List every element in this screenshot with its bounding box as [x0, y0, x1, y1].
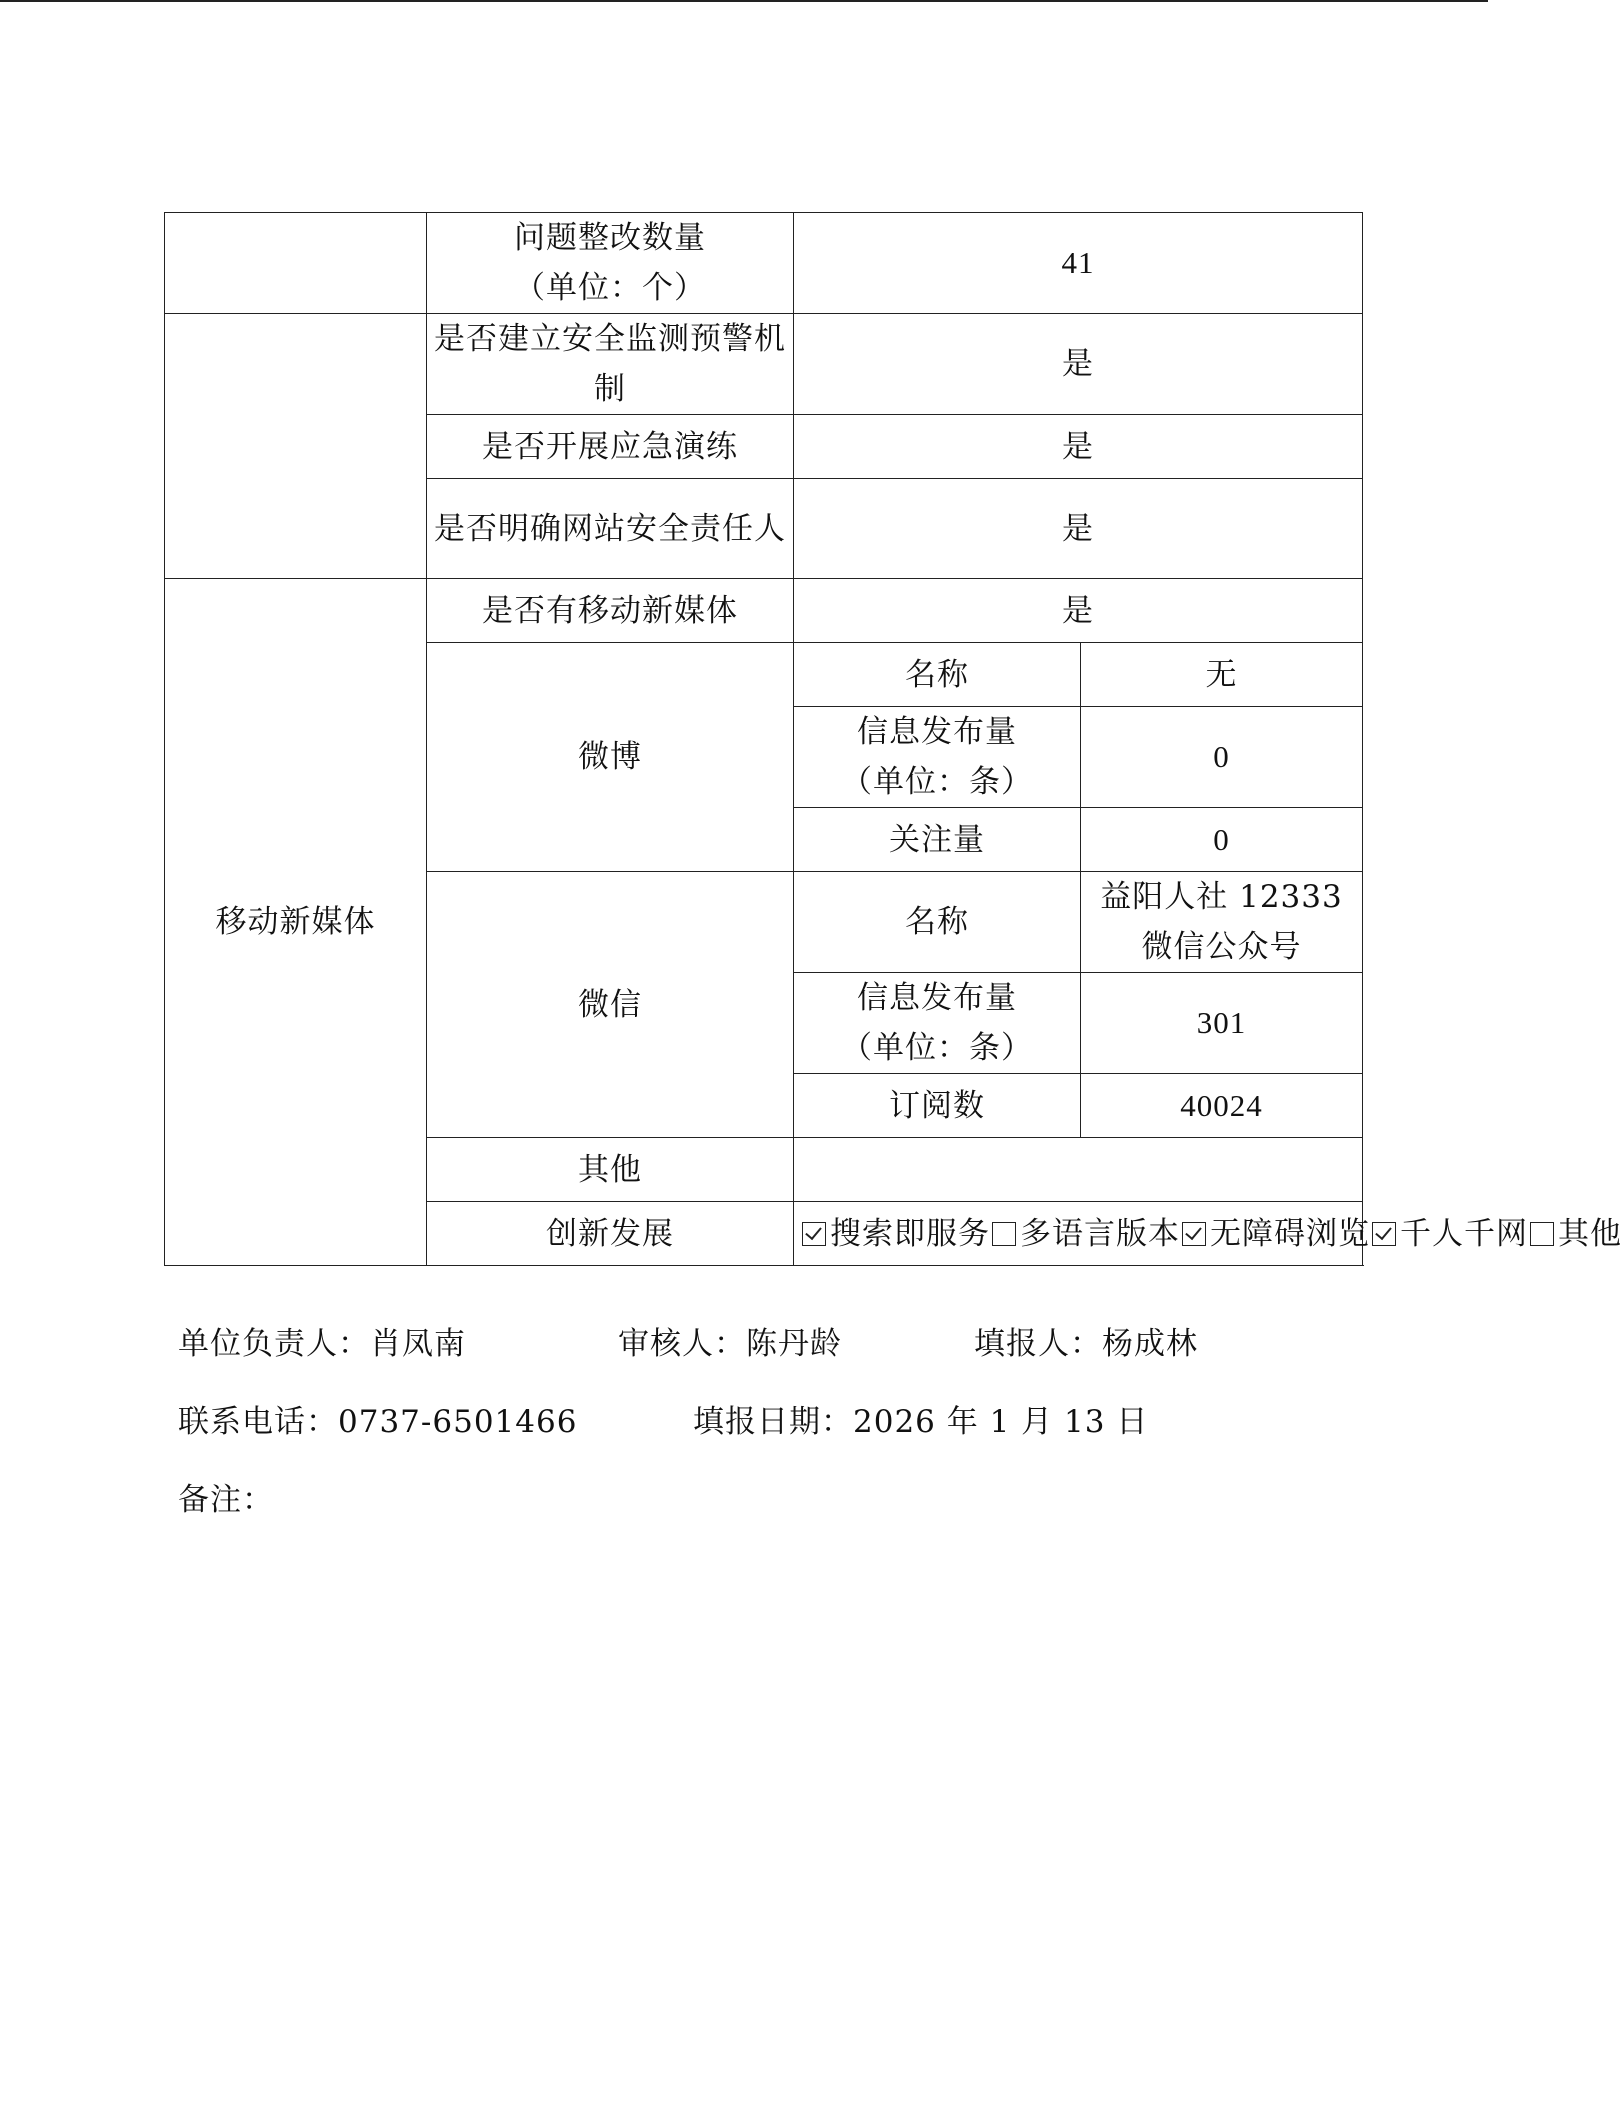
row-value: 41 [794, 213, 1363, 314]
weibo-posts-value: 0 [1081, 707, 1363, 808]
row-label: 是否建立安全监测预警机制 [427, 314, 794, 415]
section-cell [165, 314, 427, 579]
filler: 填报人：杨成林 [974, 1326, 1198, 1362]
innovation-option[interactable] [1180, 1216, 1370, 1252]
section-cell [165, 213, 427, 314]
innovation-options [794, 1202, 1622, 1266]
wechat-posts-label: 信息发布量 （单位：条） [794, 973, 1081, 1074]
weibo-name-label: 名称 [794, 643, 1081, 707]
checkbox-icon[interactable] [802, 1222, 826, 1246]
innovation-option-label: 其他 [1558, 1215, 1622, 1252]
wechat-posts-value: 301 [1081, 973, 1363, 1074]
innovation-option[interactable] [1370, 1216, 1528, 1252]
weibo-follow-value: 0 [1081, 808, 1363, 872]
checkbox-icon[interactable] [1182, 1222, 1206, 1246]
innovation-option[interactable] [1528, 1216, 1622, 1252]
row-label: 是否明确网站安全责任人 [427, 479, 794, 579]
wechat-name-label: 名称 [794, 872, 1081, 973]
fill-date: 填报日期：2026 年 1 月 13 日 [693, 1404, 1149, 1440]
innovation-option-label: 多语言版本 [1020, 1215, 1180, 1252]
row-label: 是否开展应急演练 [427, 415, 794, 479]
contact-phone: 联系电话：0737-6501466 [178, 1404, 578, 1440]
weibo-name-value: 无 [1081, 643, 1363, 707]
has-mobile-value: 是 [794, 579, 1363, 643]
innovation-option-label: 搜索即服务 [830, 1215, 990, 1252]
remark: 备注： [178, 1482, 274, 1518]
other-label: 其他 [427, 1138, 794, 1202]
has-mobile-label: 是否有移动新媒体 [427, 579, 794, 643]
page-top-border [0, 0, 1488, 2]
row-value: 是 [794, 479, 1363, 579]
other-value [794, 1138, 1363, 1202]
table-row [165, 314, 1363, 415]
responsible-person: 单位负责人：肖凤南 [178, 1326, 466, 1362]
weibo-posts-label: 信息发布量 （单位：条） [794, 707, 1081, 808]
innovation-label: 创新发展 [427, 1202, 794, 1266]
row-label: 问题整改数量 （单位：个） [427, 213, 794, 314]
weibo-follow-label: 关注量 [794, 808, 1081, 872]
row-value: 是 [794, 314, 1363, 415]
wechat-sub-value: 40024 [1081, 1074, 1363, 1138]
table-row [165, 579, 1363, 643]
innovation-option-label: 千人千网 [1400, 1215, 1528, 1252]
wechat-sub-label: 订阅数 [794, 1074, 1081, 1138]
innovation-option-label: 无障碍浏览 [1210, 1215, 1370, 1252]
innovation-option[interactable] [800, 1216, 990, 1252]
weibo-label: 微博 [427, 643, 794, 872]
row-value: 是 [794, 415, 1363, 479]
innovation-option[interactable] [990, 1216, 1180, 1252]
signature-line [178, 1318, 1198, 1363]
checkbox-icon[interactable] [1372, 1222, 1396, 1246]
mobile-section-label: 移动新媒体 [165, 579, 427, 1266]
checkbox-icon[interactable] [1530, 1222, 1554, 1246]
contact-line [178, 1396, 1148, 1441]
checkbox-icon[interactable] [992, 1222, 1016, 1246]
table-row [165, 213, 1363, 314]
wechat-label: 微信 [427, 872, 794, 1138]
report-table [164, 212, 1622, 1266]
reviewer: 审核人：陈丹龄 [618, 1326, 842, 1362]
wechat-name-value: 益阳人社 12333 微信公众号 [1081, 872, 1363, 973]
